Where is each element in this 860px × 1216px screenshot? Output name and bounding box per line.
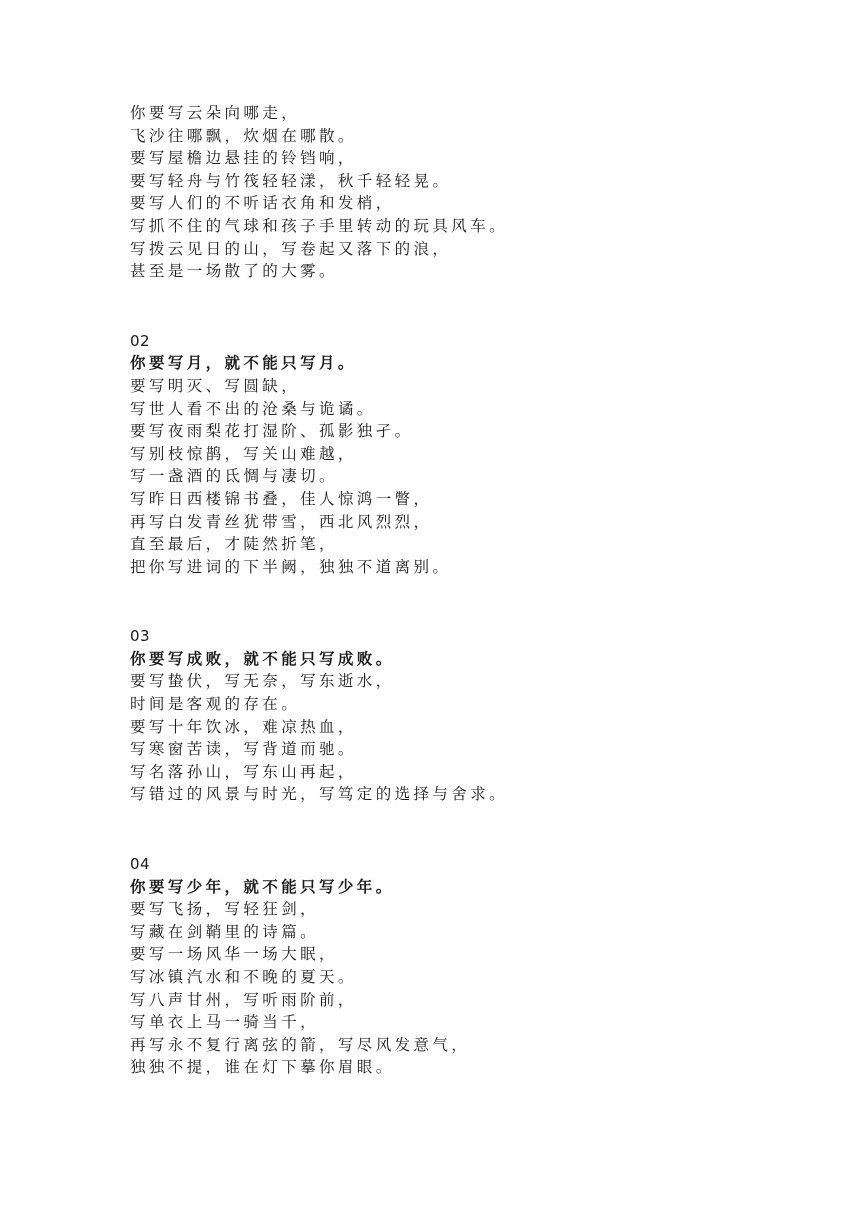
- text-line: 把你写进词的下半阙，独独不道离别。: [130, 557, 452, 576]
- text-line: 写名落孙山，写东山再起，: [130, 762, 357, 781]
- text-line: 要写轻舟与竹筏轻轻漾，秋千轻轻晃。: [130, 171, 452, 190]
- section-heading: 你要写成败，就不能只写成败。: [130, 649, 395, 668]
- text-line: 再写白发青丝犹带雪，西北风烈烈，: [130, 512, 433, 531]
- text-line: 写寒窗苦读，写背道而驰。: [130, 740, 357, 759]
- text-line: 写冰镇汽水和不晚的夏天。: [130, 968, 357, 986]
- section-number: 04: [130, 855, 151, 874]
- text-line: 要写明灭、写圆缺，: [130, 376, 301, 395]
- section-number: 03: [130, 627, 151, 646]
- text-line: 甚至是一场散了的大雾。: [130, 262, 338, 281]
- text-line: 再写永不复行离弦的箭，写尽风发意气，: [130, 1035, 471, 1054]
- text-line: 要写蛰伏，写无奈，写东逝水，: [130, 672, 395, 691]
- intro-paragraph: [130, 102, 810, 283]
- text-line: 写八声甘州，写听雨阶前，: [130, 990, 357, 1009]
- section-number: 02: [130, 331, 151, 350]
- section-heading: 你要写月，就不能只写月。: [130, 354, 357, 373]
- text-line: 要写人们的不听话衣角和发梢，: [130, 194, 395, 213]
- text-line: 写世人看不出的沧桑与诡谲。: [130, 399, 376, 418]
- text-line: 你要写云朵向哪走，: [130, 104, 301, 122]
- text-line: 写抓不住的气球和孩子手里转动的玩具风车。: [130, 216, 509, 235]
- text-line: 写拨云见日的山，写卷起又落下的浪，: [130, 239, 452, 258]
- section-heading: 你要写少年，就不能只写少年。: [130, 877, 395, 896]
- text-line: 要写屋檐边悬挂的铃铛响，: [130, 149, 357, 168]
- section-04: [130, 853, 810, 1079]
- text-line: 写别枝惊鹊，写关山难越，: [130, 444, 357, 463]
- text-line: 飞沙往哪飘，炊烟在哪散。: [130, 126, 357, 145]
- text-line: 写昨日西楼锦书叠，佳人惊鸿一瞥，: [130, 489, 433, 508]
- text-line: 写单衣上马一骑当千，: [130, 1013, 320, 1032]
- text-line: 写错过的风景与时光，写笃定的选择与舍求。: [130, 785, 509, 804]
- section-03: [130, 625, 810, 806]
- text-line: 要写夜雨梨花打湿阶、孤影独孑。: [130, 422, 414, 441]
- text-line: 独独不提，谁在灯下摹你眉眼。: [130, 1058, 395, 1077]
- text-line: 要写十年饮冰，难凉热血，: [130, 717, 357, 736]
- text-line: 要写一场风华一场大眠，: [130, 945, 338, 964]
- text-line: 写一盏酒的氐惆与凄切。: [130, 467, 338, 486]
- text-line: 写藏在剑鞘里的诗篇。: [130, 922, 320, 941]
- text-line: 时间是客观的存在。: [130, 695, 301, 714]
- text-line: 要写飞扬，写轻狂剑，: [130, 900, 320, 919]
- document-page: [130, 102, 810, 1079]
- text-line: 直至最后，才陡然折笔，: [130, 535, 338, 554]
- section-02: [130, 330, 810, 579]
